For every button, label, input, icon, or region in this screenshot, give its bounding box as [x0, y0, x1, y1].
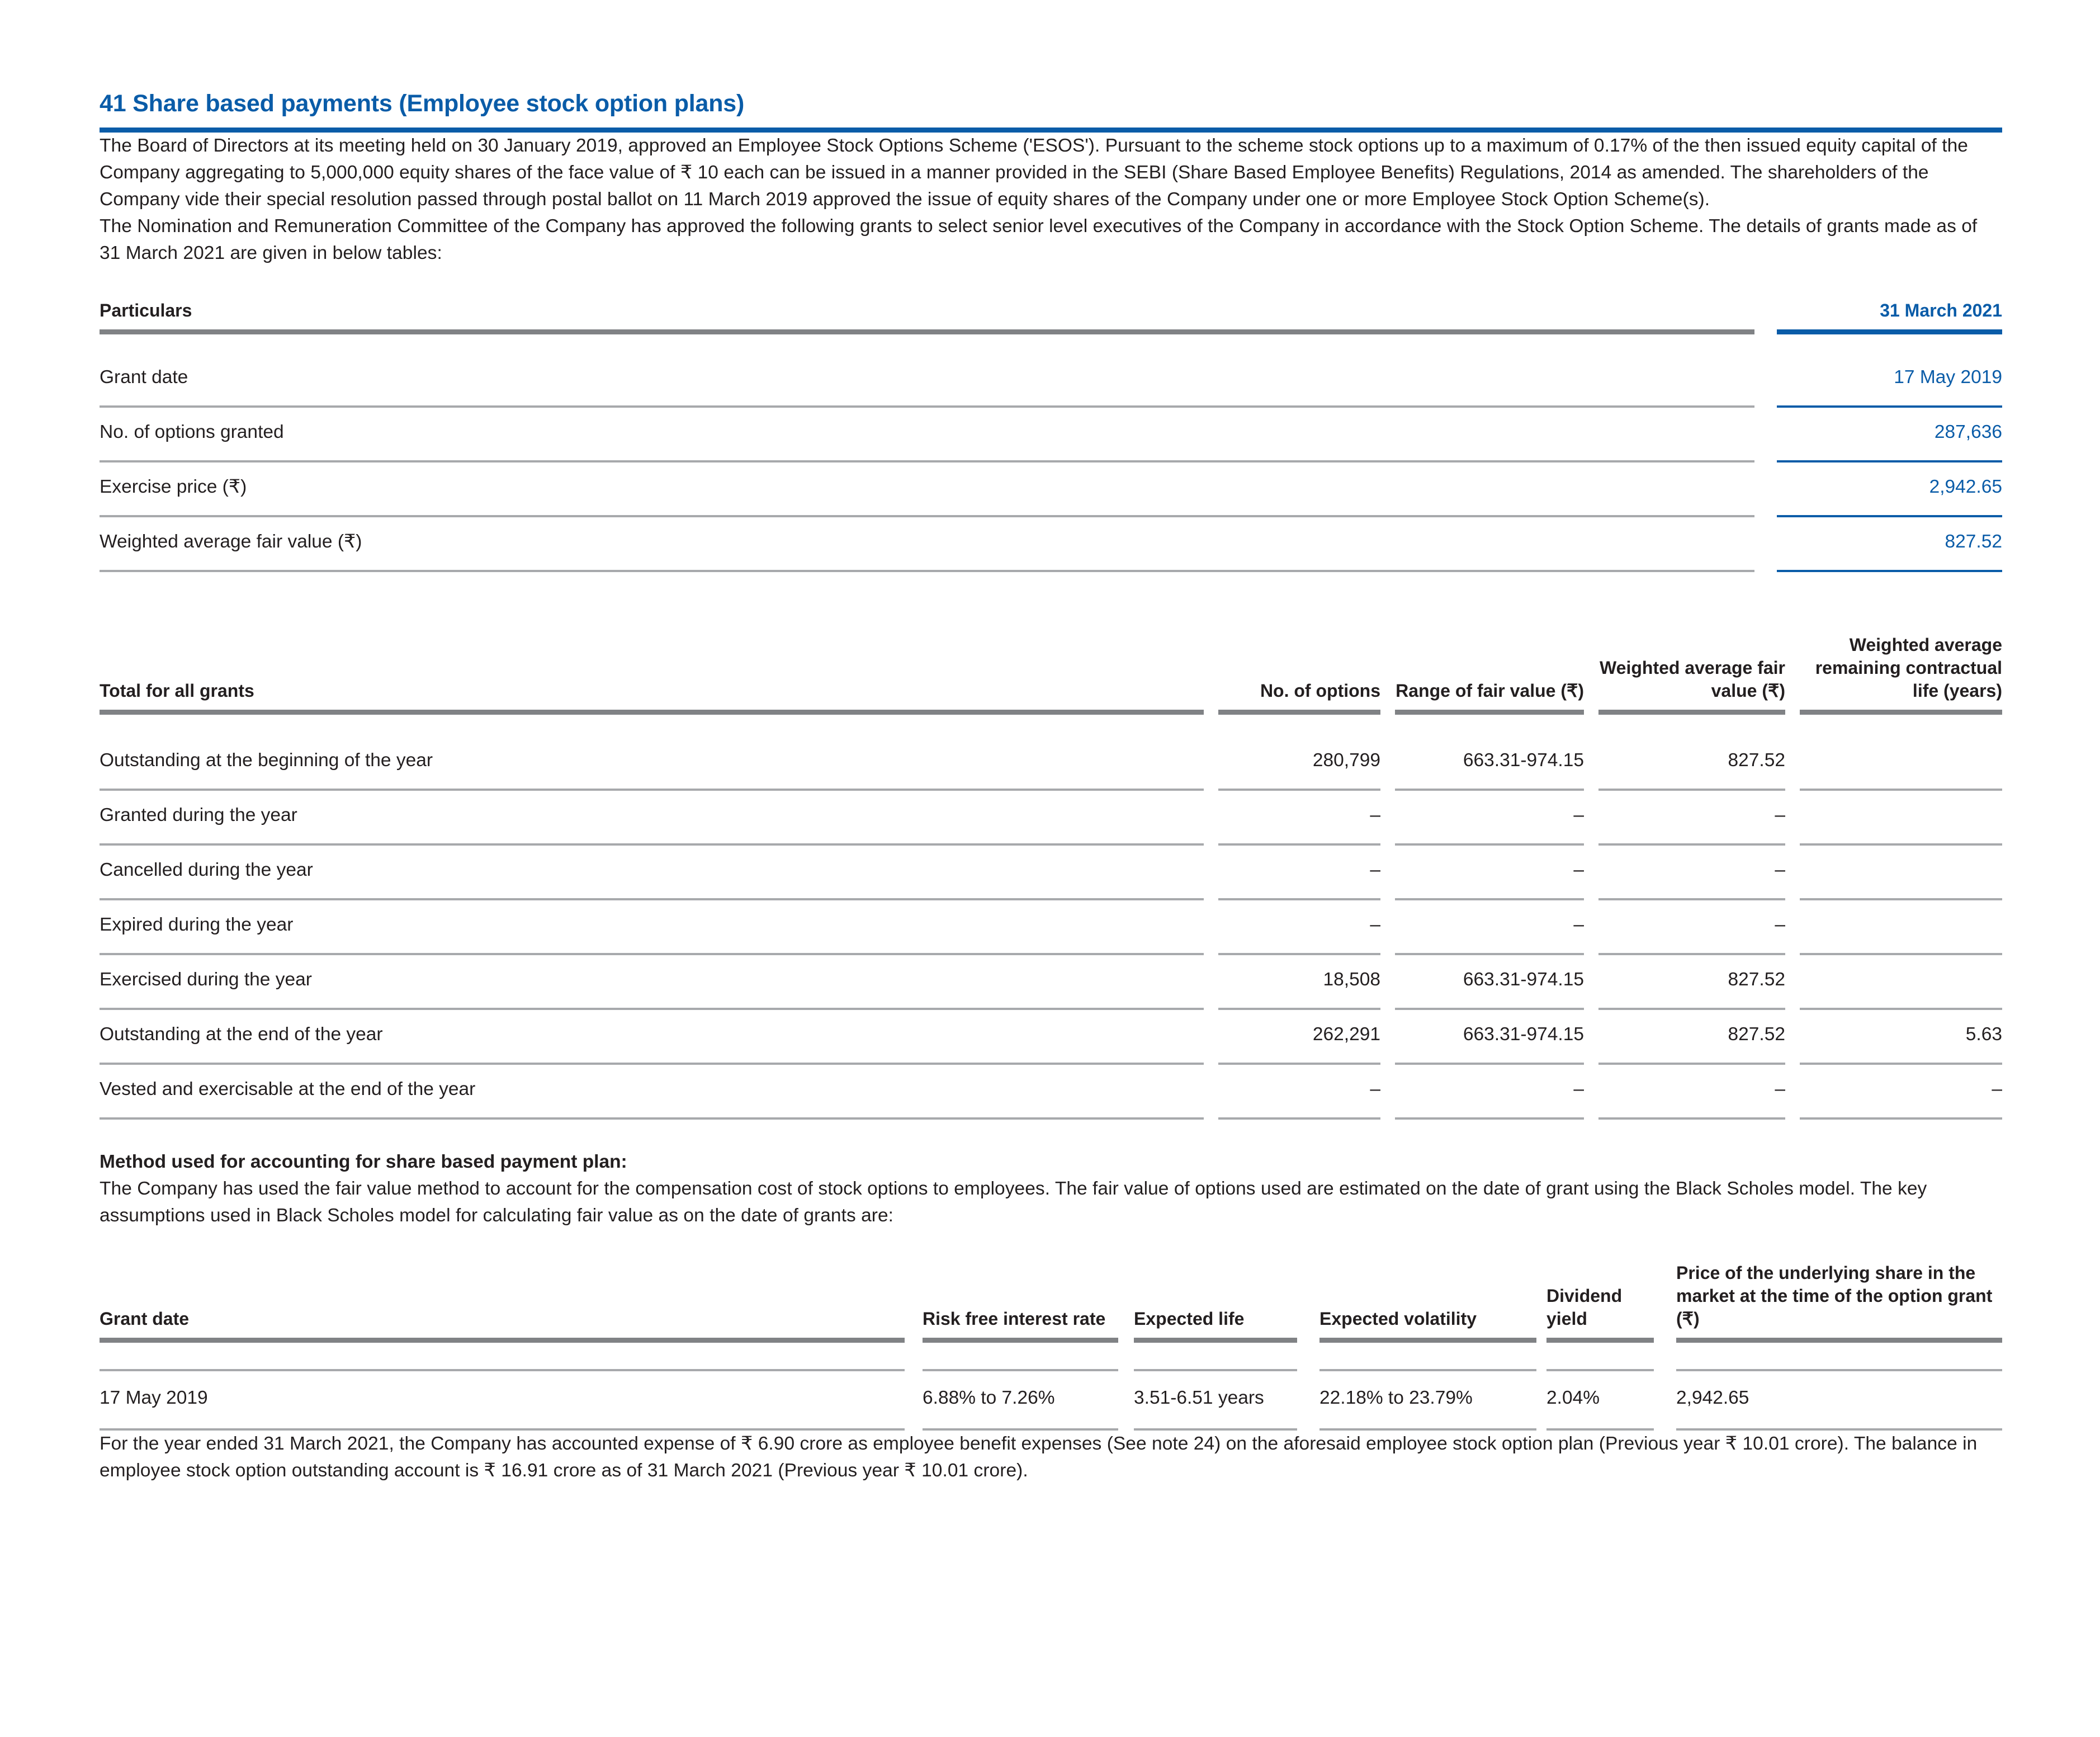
table-row: [100, 408, 2002, 457]
row-underlying-price: 2,942.65: [1676, 1387, 1749, 1409]
row-rule: [100, 1366, 2002, 1371]
table-row: [100, 791, 2002, 841]
spacer: [1380, 634, 1395, 710]
row-expected-life: 3.51-6.51 years: [1134, 1387, 1264, 1409]
assumptions-table: [100, 1262, 2002, 1431]
row-life: [1800, 736, 2002, 786]
row-rule: [100, 1426, 2002, 1431]
table-row: [100, 353, 2002, 403]
period-col-header: 31 March 2021: [1880, 300, 2002, 321]
closing-paragraph: For the year ended 31 March 2021, the Company has accounted expense of ₹ 6.90 crore as employee benefit expenses (See note 24) on the aforesaid employee stock option plan (Previous year ₹ 10.01 crore). The balance in employee stock option outstanding account is ₹ 16.91 crore as of 31 March 2021 (Previous year ₹ 10.01 crore).: [100, 1433, 1978, 1481]
row-rule: [100, 895, 2002, 900]
page-title: 41 Share based payments (Employee stock option plans): [100, 90, 745, 117]
method-paragraph: The Company has used the fair value method to account for the compensation cost of stock options to employees. The fair value of options used are estimated on the date of grant using the Black Scholes model. The key assumptions used in Black Scholes model for calculating fair value as on the date of grants are:: [100, 1178, 1927, 1226]
row-rule: [100, 841, 2002, 846]
method-heading: Method used for accounting for share based payment plan:: [100, 1151, 627, 1173]
spacer-row: [100, 1343, 2002, 1366]
header-rule-right: [1777, 329, 2002, 334]
header-rule: [1395, 710, 1584, 715]
grants-col0-header: Total for all grants: [100, 681, 254, 701]
table-row: [100, 846, 2002, 895]
grants-header-rule-row: [100, 710, 2002, 715]
row-options: 262,291: [1312, 1024, 1380, 1045]
row-life: [1800, 846, 2002, 895]
row-rule: [100, 403, 2002, 408]
row-life: 5.63: [1965, 1024, 2002, 1045]
assumptions-header-row: [100, 1262, 2002, 1338]
row-wafv: 827.52: [1728, 969, 1785, 990]
row-range: 663.31-974.15: [1463, 1024, 1584, 1045]
row-options: –: [1370, 1079, 1380, 1100]
grants-col4-header: Weighted average remaining contractual life (years): [1815, 635, 2002, 701]
grants-header-row: [100, 634, 2002, 710]
row-options: –: [1370, 914, 1380, 936]
row-value: 287,636: [1934, 422, 2002, 443]
row-value: 827.52: [1945, 531, 2002, 553]
row-value: 2,942.65: [1929, 476, 2002, 498]
particulars-header-row: [100, 299, 2002, 329]
particulars-col-header: Particulars: [100, 300, 192, 321]
table-row: [100, 736, 2002, 786]
table-row: [100, 1065, 2002, 1115]
row-label: Granted during the year: [100, 805, 297, 826]
spacer: [1754, 457, 1777, 462]
header-rule: [100, 710, 1204, 715]
assumptions-col4-header: Dividend yield: [1546, 1286, 1623, 1329]
row-rule: [100, 1005, 2002, 1010]
row-wafv: –: [1775, 914, 1785, 936]
row-rule: [100, 1060, 2002, 1065]
grants-col3-header: Weighted average fair value (₹): [1600, 658, 1785, 701]
row-options: –: [1370, 860, 1380, 881]
row-label: Exercised during the year: [100, 969, 312, 990]
row-value: 17 May 2019: [1894, 367, 2002, 388]
spacer: [1754, 567, 1777, 572]
table-row: [100, 955, 2002, 1005]
intro-paragraph: The Board of Directors at its meeting held on 30 January 2019, approved an Employee Stock Options Scheme ('ESOS'). Pursuant to the scheme stock options up to a maximum of 0.17% of the then issued equity capital of the Company aggregating to 5,000,000 equity shares of the face value of ₹ 10 each can be issued in a manner provided in the SEBI (Share Based Employee Benefits) Regulations, 2014 as amended. The shareholders of the Company vide their special resolution passed through postal ballot on 11 March 2019 approved the issue of equity shares of the Company under one or more Employee Stock Option Scheme(s).: [100, 135, 1968, 210]
row-risk-free-rate: 6.88% to 7.26%: [923, 1387, 1055, 1409]
row-life: [1800, 791, 2002, 841]
row-dividend-yield: 2.04%: [1546, 1387, 1600, 1409]
row-options: 18,508: [1323, 969, 1380, 990]
spacer: [1754, 403, 1777, 408]
row-life: [1800, 900, 2002, 950]
row-range: –: [1573, 860, 1584, 881]
row-options: 280,799: [1312, 750, 1380, 771]
row-label: Exercise price (₹): [100, 476, 247, 498]
row-range: –: [1573, 914, 1584, 936]
row-rule-left: [100, 570, 1754, 572]
spacer: [1754, 517, 1777, 567]
row-life: –: [1992, 1079, 2002, 1100]
row-options: –: [1370, 805, 1380, 826]
spacer: [1584, 634, 1598, 710]
row-label: Grant date: [100, 367, 188, 388]
spacer-row: [100, 715, 2002, 736]
row-label: Expired during the year: [100, 914, 294, 936]
spacer: [1754, 462, 1777, 512]
row-rule: [100, 950, 2002, 955]
particulars-header-rule-row: [100, 329, 2002, 334]
row-wafv: –: [1775, 860, 1785, 881]
table-row: [100, 1371, 2002, 1426]
row-rule: [100, 512, 2002, 517]
spacer: [1754, 353, 1777, 403]
assumptions-col0-header: Grant date: [100, 1309, 190, 1329]
row-label: Weighted average fair value (₹): [100, 531, 362, 553]
row-label: Vested and exercisable at the end of the year: [100, 1079, 476, 1100]
row-label: Outstanding at the end of the year: [100, 1024, 383, 1045]
title-underline-rule: [100, 128, 2002, 133]
table-row: [100, 517, 2002, 567]
grants-summary-table: [100, 634, 2002, 1120]
spacer: [1204, 634, 1218, 710]
row-rule: [100, 786, 2002, 791]
assumptions-header-rule-row: [100, 1338, 2002, 1343]
spacer: [1754, 299, 1777, 329]
row-rule: [100, 457, 2002, 462]
assumptions-col2-header: Expected life: [1134, 1309, 1245, 1329]
row-label: No. of options granted: [100, 422, 284, 443]
spacer: [1785, 634, 1800, 710]
spacer: [1754, 329, 1777, 334]
table-row: [100, 900, 2002, 950]
spacer: [1754, 408, 1777, 457]
spacer: [1754, 512, 1777, 517]
row-wafv: –: [1775, 1079, 1785, 1100]
header-rule: [1800, 710, 2002, 715]
row-range: 663.31-974.15: [1463, 750, 1584, 771]
header-rule: [1218, 710, 1380, 715]
row-life: [1800, 955, 2002, 1005]
row-grant-date: 17 May 2019: [100, 1387, 208, 1409]
row-range: 663.31-974.15: [1463, 969, 1584, 990]
row-wafv: –: [1775, 805, 1785, 826]
table-row: [100, 462, 2002, 512]
row-label: Cancelled during the year: [100, 860, 313, 881]
row-rule-right: [1777, 570, 2002, 572]
assumptions-col5-header: Price of the underlying share in the market at the time of the option grant (₹): [1676, 1263, 1993, 1329]
row-range: –: [1573, 805, 1584, 826]
assumptions-col3-header: Expected volatility: [1319, 1309, 1477, 1329]
spacer-row: [100, 334, 2002, 353]
particulars-table: [100, 299, 2002, 572]
row-wafv: 827.52: [1728, 750, 1785, 771]
grants-col2-header: Range of fair value (₹): [1396, 681, 1584, 701]
row-expected-volatility: 22.18% to 23.79%: [1319, 1387, 1473, 1409]
row-wafv: 827.52: [1728, 1024, 1785, 1045]
table-row: [100, 1010, 2002, 1060]
row-rule: [100, 567, 2002, 572]
grants-col1-header: No. of options: [1260, 681, 1380, 701]
header-rule-left: [100, 329, 1754, 334]
grants-paragraph: The Nomination and Remuneration Committee of the Company has approved the following grants to select senior level executives of the Company in accordance with the Stock Option Scheme. The details of grants made as of 31 March 2021 are given in below tables:: [100, 216, 1978, 264]
row-range: –: [1573, 1079, 1584, 1100]
row-rule: [100, 1115, 2002, 1120]
row-label: Outstanding at the beginning of the year: [100, 750, 433, 771]
header-rule: [1598, 710, 1785, 715]
assumptions-col1-header: Risk free interest rate: [923, 1309, 1106, 1329]
